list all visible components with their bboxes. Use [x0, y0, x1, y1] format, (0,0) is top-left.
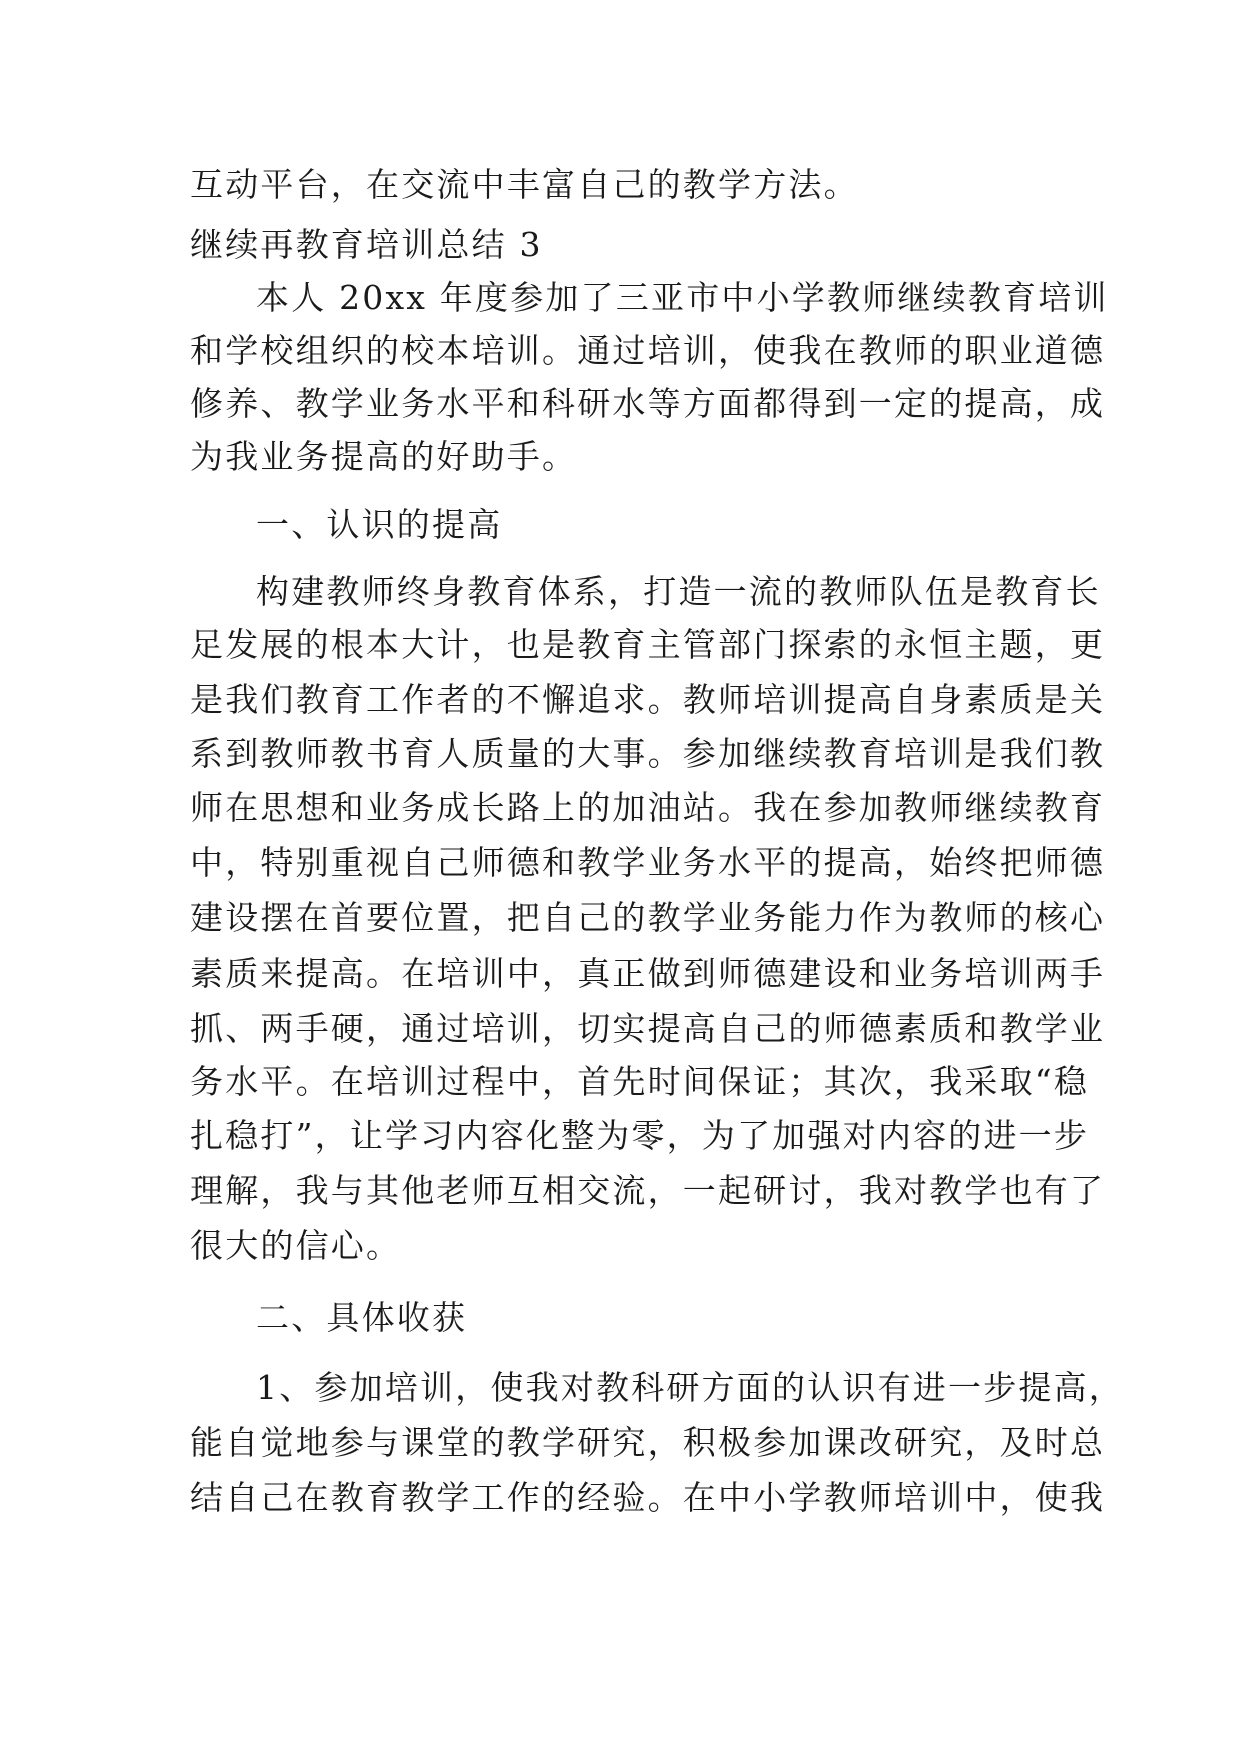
text-line: 1、参加培训，使我对教科研方面的认识有进一步提高， [256, 1368, 1124, 1407]
text-line: 能自觉地参与课堂的教学研究，积极参加课改研究，及时总 [190, 1423, 1106, 1462]
subheading: 二、具体收获 [256, 1298, 468, 1337]
text-line: 理解，我与其他老师互相交流，一起研讨，我对教学也有了 [190, 1171, 1106, 1210]
subheading: 一、认识的提高 [256, 505, 503, 544]
text-line: 为我业务提高的好助手。 [190, 437, 578, 476]
text-line: 和学校组织的校本培训。通过培训，使我在教师的职业道德 [190, 331, 1106, 370]
text-line: 师在思想和业务成长路上的加油站。我在参加教师继续教育 [190, 788, 1106, 827]
text-line: 是我们教育工作者的不懈追求。教师培训提高自身素质是关 [190, 680, 1106, 719]
section-heading: 继续再教育培训总结 3 [190, 225, 543, 264]
text-line: 中，特别重视自己师德和教学业务水平的提高，始终把师德 [190, 843, 1106, 882]
text-line: 很大的信心。 [190, 1226, 402, 1265]
text-line: 抓、两手硬，通过培训，切实提高自己的师德素质和教学业 [190, 1009, 1106, 1048]
text-line: 素质来提高。在培训中，真正做到师德建设和业务培训两手 [190, 954, 1106, 993]
text-line: 系到教师教书育人质量的大事。参加继续教育培训是我们教 [190, 734, 1106, 773]
text-line: 务水平。在培训过程中，首先时间保证；其次，我采取“稳 [190, 1062, 1090, 1101]
text-line: 足发展的根本大计，也是教育主管部门探索的永恒主题，更 [190, 625, 1106, 664]
text-line: 互动平台，在交流中丰富自己的教学方法。 [190, 165, 859, 204]
text-line: 构建教师终身教育体系，打造一流的教师队伍是教育长 [256, 572, 1101, 611]
text-line: 修养、教学业务水平和科研水等方面都得到一定的提高，成 [190, 384, 1106, 423]
text-line: 结自己在教育教学工作的经验。在中小学教师培训中，使我 [190, 1478, 1106, 1517]
text-line: 本人 20xx 年度参加了三亚市中小学教师继续教育培训 [256, 278, 1109, 317]
text-line: 扎稳打”，让学习内容化整为零，为了加强对内容的进一步 [190, 1116, 1090, 1155]
text-line: 建设摆在首要位置，把自己的教学业务能力作为教师的核心 [190, 898, 1106, 937]
